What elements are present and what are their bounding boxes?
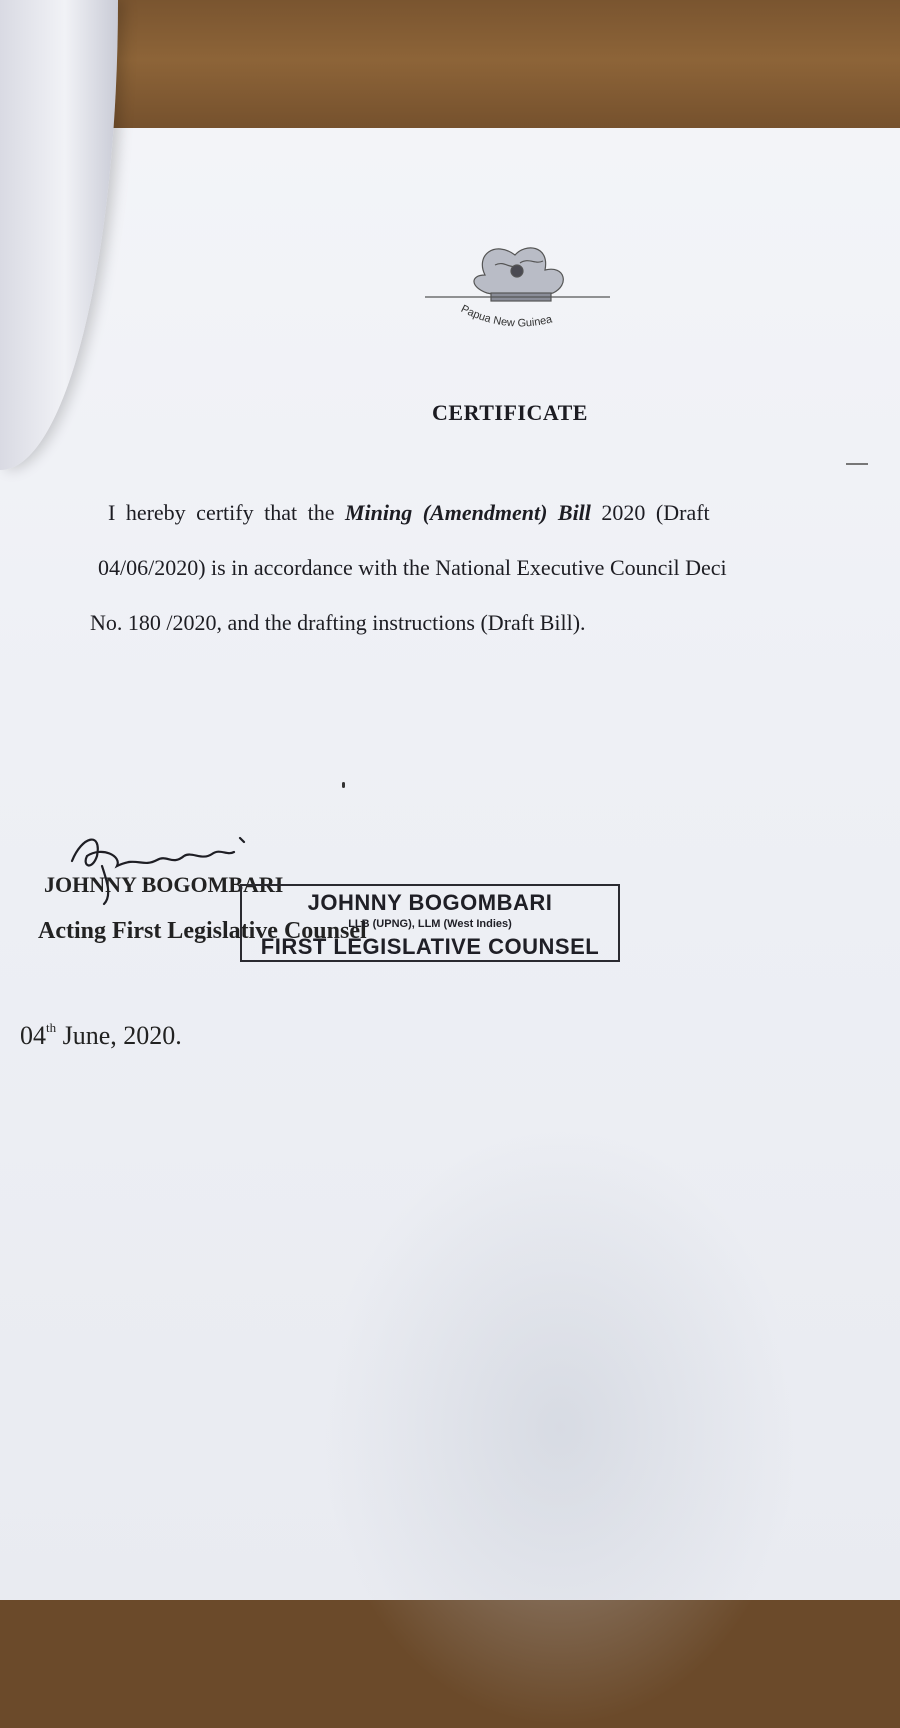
date-rest: June, 2020. <box>56 1021 182 1050</box>
date-day: 04 <box>20 1021 46 1050</box>
line1-prefix: I hereby certify that the <box>108 500 345 525</box>
stamp-name: JOHNNY BOGOMBARI <box>307 890 553 915</box>
date-suffix: th <box>46 1020 57 1035</box>
certificate-date <box>20 1020 182 1051</box>
certificate-line-2: 04/06/2020) is in accordance with the National Executive Council Deci <box>98 555 727 580</box>
signatory-name: JOHNNY BOGOMBARI <box>44 872 284 897</box>
bill-word: Bill <box>557 500 591 525</box>
signatory-title: Acting First Legislative Counsel <box>38 918 367 944</box>
stamp-title: FIRST LEGISLATIVE COUNSEL <box>260 934 600 959</box>
certificate-line-3: No. 180 /2020, and the drafting instructions (Draft Bill). <box>90 610 586 635</box>
paper-speck <box>342 782 345 788</box>
hand-shadow <box>320 1128 800 1728</box>
line1-suffix: 2020 (Draft <box>590 500 710 525</box>
emblem-caption: Papua New Guinea <box>458 302 554 330</box>
bill-name: Mining (Amendment) <box>344 500 548 525</box>
certificate-line-1 <box>108 500 710 526</box>
svg-text:Papua New Guinea <box>459 303 554 330</box>
paper-mark <box>846 463 868 465</box>
page-title: CERTIFICATE <box>432 400 588 425</box>
stamp-qualifications: LLB (UPNG), LLM (West Indies) <box>348 918 512 930</box>
official-stamp <box>240 884 620 962</box>
png-emblem-icon <box>425 235 610 345</box>
